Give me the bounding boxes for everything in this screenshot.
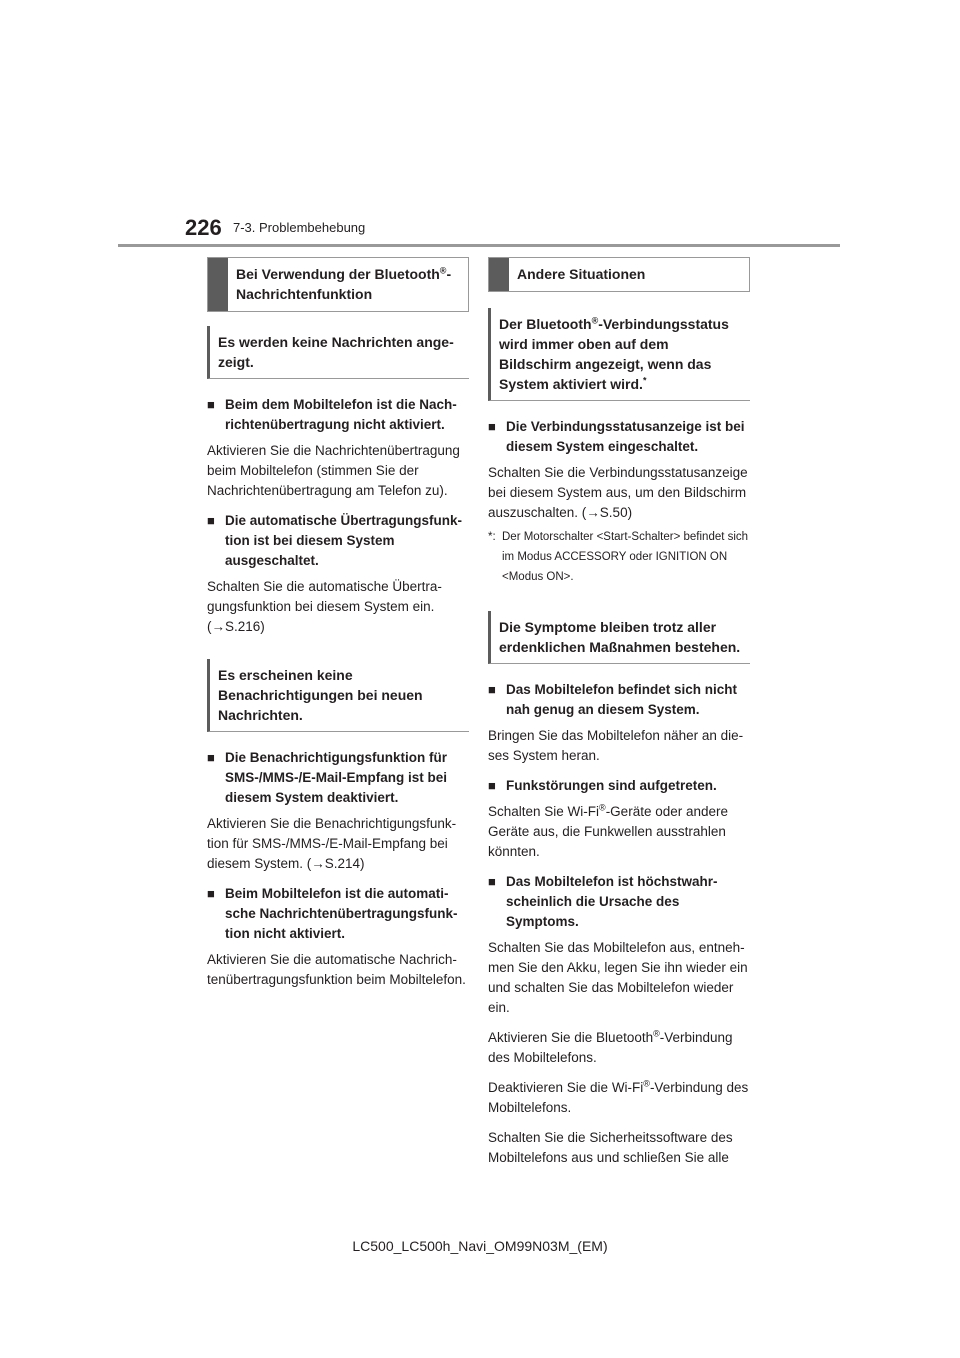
body-text: Schalten Sie die Verbindungsstatusanzeige bei diesem System aus, um den Bildschirm auszuschalten. (→S.50) (488, 465, 748, 520)
bullet-item: ■ Das Mobiltelefon befindet sich nicht nah genug an diesem System. (488, 680, 750, 720)
subheading-no-messages: Es werden keine Nachrichten angezeigt. (207, 326, 469, 379)
bullet-item: ■ Beim Mobiltelefon ist die automatische Nachrichtenübertragungsfunktion nicht aktiviert. (207, 884, 469, 944)
bullet-item: ■ Die Verbindungsstatusanzeige ist bei diesem System eingeschaltet. (488, 417, 750, 457)
square-bullet-icon: ■ (207, 886, 215, 901)
subheading-status-display: Der Bluetooth®-Verbindungsstatus wird immer oben auf dem Bildschirm angezeigt, wenn das System aktiviert wird.* (488, 308, 750, 401)
footnote-mark: *: (488, 531, 496, 543)
body-text: Aktivieren Sie die Bluetooth®-Verbindung des Mobiltelefons. (488, 1028, 733, 1065)
subheading-symptoms-persist: Die Symptome bleiben trotz aller erdenklichen Maßnahmen bestehen. (488, 611, 750, 664)
body-text: Deaktivieren Sie die Wi-Fi®-Verbindung des Mobiltelefons. (488, 1078, 749, 1115)
bullet-item: ■ Die Benachrichtigungsfunktion für SMS-/MMS-/E-Mail-Empfang ist bei diesem System deaktiviert. (207, 748, 469, 808)
body-text: Aktivieren Sie die automatische Nachrichtenübertragungsfunktion beim Mobiltelefon. (207, 952, 466, 987)
square-bullet-icon: ■ (488, 419, 496, 434)
heading-text: Bei Verwendung der Bluetooth®-Nachrichtenfunktion (236, 265, 452, 302)
subheading-no-notifications: Es erscheinen keine Benachrichtigungen bei neuen Nachrichten. (207, 659, 469, 732)
right-column (488, 257, 750, 1178)
bullet-item: ■ Funkstörungen sind aufgetreten. (488, 776, 750, 796)
square-bullet-icon: ■ (207, 397, 215, 412)
square-bullet-icon: ■ (207, 513, 215, 528)
heading-bar (489, 258, 509, 291)
square-bullet-icon: ■ (488, 682, 496, 697)
bullet-item: ■ Die automatische Übertragungsfunktion ist bei diesem System ausgeschaltet. (207, 511, 469, 571)
square-bullet-icon: ■ (488, 778, 496, 793)
footnote: *: Der Motorschalter <Start-Schalter> befindet sich im Modus ACCESSORY oder IGNITION ON <Modus ON>. (488, 527, 750, 587)
section-title: 7-3. Problembehebung (233, 220, 366, 235)
body-text: Bringen Sie das Mobiltelefon näher an dieses System heran. (488, 728, 744, 763)
body-text: Schalten Sie das Mobiltelefon aus, entnehmen Sie den Akku, legen Sie ihn wieder ein und schalten Sie das Mobiltelefon wieder ein. (488, 940, 748, 1015)
bullet-item: ■ Das Mobiltelefon ist höchstwahrscheinlich die Ursache des Symptoms. (488, 872, 750, 932)
left-column (207, 257, 469, 1000)
body-text: Schalten Sie die Sicherheitssoftware des Mobiltelefons aus und schließen Sie alle (488, 1130, 733, 1165)
heading-text: Andere Situationen (517, 266, 646, 282)
body-text: Aktivieren Sie die Nachrichtenübertragung beim Mobiltelefon (stimmen Sie der Nachrichtenübertragung am Telefon zu). (207, 443, 460, 498)
heading-other-situations (488, 257, 750, 292)
document-footer: LC500_LC500h_Navi_OM99N03M_(EM) (352, 1238, 608, 1254)
header-rule (118, 244, 840, 247)
body-text: Aktivieren Sie die Benachrichtigungsfunktion für SMS-/MMS-/E-Mail-Empfang bei diesem System. (→S.214) (207, 816, 457, 871)
bullet-item: ■ Beim dem Mobiltelefon ist die Nachrichtenübertragung nicht aktiviert. (207, 395, 469, 435)
heading-bluetooth-messages (207, 257, 469, 312)
body-text: Schalten Sie Wi-Fi®-Geräte oder andere Geräte aus, die Funkwellen ausstrahlen könnten. (488, 802, 729, 859)
square-bullet-icon: ■ (488, 874, 496, 889)
heading-bar (208, 258, 228, 311)
body-text: Schalten Sie die automatische Übertragungsfunktion bei diesem System ein. (→S.216) (207, 579, 442, 634)
square-bullet-icon: ■ (207, 750, 215, 765)
page-number: 226 (185, 215, 222, 240)
